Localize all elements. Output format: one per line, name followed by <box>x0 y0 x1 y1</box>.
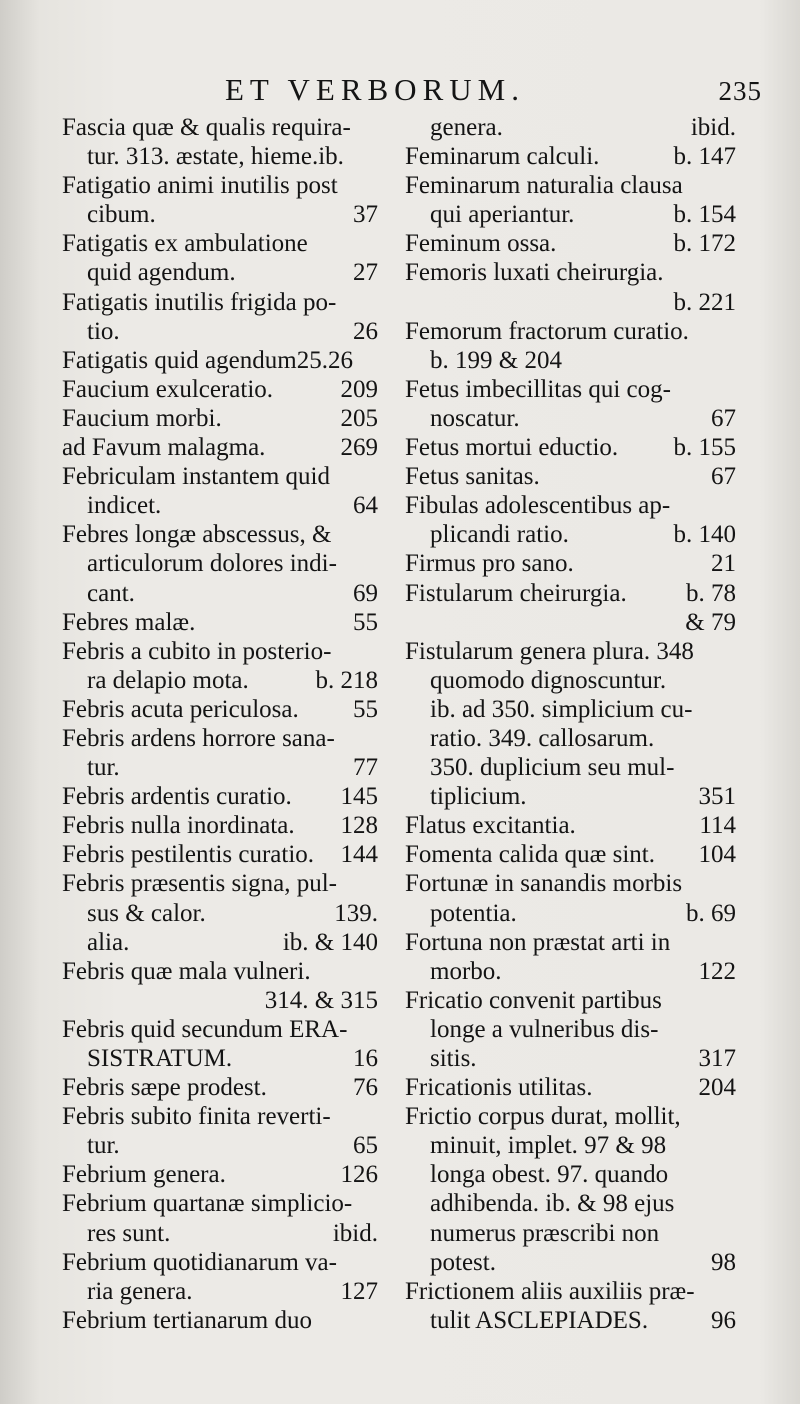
index-entry-text: potentia. <box>430 899 517 927</box>
index-entry-text: Febris quid secundum ERA- <box>62 1015 348 1043</box>
index-entry-text: Firmus pro sano. <box>405 550 574 578</box>
index-entry-text: Feminarum naturalia clausa <box>405 172 683 200</box>
index-entry-text: Febris subito finita reverti- <box>62 1103 331 1131</box>
index-line <box>62 113 378 142</box>
index-entry-text: Febrium genera. <box>62 1161 226 1189</box>
page-reference: 64 <box>353 492 378 520</box>
index-entry-text: Feminum ossa. <box>405 230 557 258</box>
index-line <box>405 404 736 433</box>
index-line <box>405 491 736 520</box>
index-entry-text: res sunt. <box>87 1219 171 1247</box>
index-line <box>405 1131 736 1160</box>
index-line <box>62 1015 378 1044</box>
index-line <box>405 200 736 229</box>
page-reference: 204 <box>698 1074 736 1102</box>
index-entry-text: tur. <box>87 754 120 782</box>
index-entry-text: numerus præscribi non <box>430 1219 660 1247</box>
index-entry-text: Fatigatis inutilis frigida po- <box>62 288 337 316</box>
index-line <box>62 288 378 317</box>
index-entry-text: Febrium tertianarum duo <box>62 1306 312 1334</box>
index-line <box>62 1102 378 1131</box>
index-line <box>62 520 378 549</box>
index-line <box>62 200 378 229</box>
index-line <box>405 113 736 142</box>
index-entry-text: Fricationis utilitas. <box>405 1074 593 1102</box>
index-line <box>405 579 736 608</box>
index-entry-text: Febris sæpe prodest. <box>62 1074 267 1102</box>
index-line <box>62 840 378 869</box>
page-reference: 269 <box>340 434 378 462</box>
index-line <box>405 288 736 317</box>
index-entry-text: tur. <box>87 1132 120 1160</box>
page-reference: & 79 <box>685 608 736 636</box>
index-entry-text: plicandi ratio. <box>430 521 569 549</box>
page-reference: 145 <box>340 783 378 811</box>
index-entry-text: Fascia quæ & qualis requira- <box>62 114 351 141</box>
index-entry-text: Febris pestilentis curatio. <box>62 841 315 869</box>
index-entry-text: Femoris luxati cheirurgia. <box>405 259 664 287</box>
index-entry-text: indicet. <box>87 492 162 520</box>
page-reference: 122 <box>698 957 736 985</box>
index-line <box>405 1306 736 1335</box>
index-line <box>62 317 378 346</box>
index-entry-text: ria genera. <box>87 1277 193 1305</box>
page-reference: b. 147 <box>673 143 736 171</box>
index-entry-text: Frictio corpus durat, mollit, <box>405 1103 681 1131</box>
index-line <box>62 869 378 898</box>
index-line <box>405 666 736 695</box>
index-entry-text: Febris quæ mala vulneri. <box>62 957 311 985</box>
index-entry-text: Febris ardens horrore sana- <box>62 724 335 752</box>
index-line <box>62 1219 378 1248</box>
index-line <box>405 462 736 491</box>
index-entry-text: noscatur. <box>430 404 520 432</box>
page-reference: ibid. <box>332 1219 378 1247</box>
index-line <box>62 1189 378 1218</box>
index-entry-text: Fistularum genera plura. 348 <box>405 637 694 665</box>
page-reference: 21 <box>711 550 736 578</box>
page-reference: 77 <box>353 754 378 782</box>
index-entry-text: Febris præsentis signa, pul- <box>62 870 337 898</box>
index-line <box>62 1073 378 1102</box>
page-reference: 55 <box>353 695 378 723</box>
index-entry-text: b. 199 & 204 <box>430 346 562 374</box>
page-reference: 37 <box>353 201 378 229</box>
index-entry-text: potest. <box>430 1248 496 1276</box>
index-entry-text: Febres malæ. <box>62 608 196 636</box>
index-entry-text: morbo. <box>430 957 502 985</box>
page-reference: 69 <box>353 579 378 607</box>
page-reference: ibid. <box>690 114 736 141</box>
index-line <box>405 375 736 404</box>
index-entry-text: cibum. <box>87 201 156 229</box>
index-line <box>62 549 378 578</box>
index-entry-text: Femorum fractorum curatio. <box>405 317 689 345</box>
index-line <box>62 579 378 608</box>
index-entry-text: Frictionem aliis auxiliis præ- <box>405 1277 695 1305</box>
index-line <box>405 899 736 928</box>
index-line <box>62 229 378 258</box>
index-line <box>62 782 378 811</box>
index-entry-text: ra delapio mota. <box>87 666 249 694</box>
index-line <box>405 1160 736 1189</box>
page-reference: 67 <box>711 404 736 432</box>
index-line <box>62 637 378 666</box>
index-entry-text: Febris acuta periculosa. <box>62 695 299 723</box>
index-entry-text: ratio. 349. callosarum. <box>430 724 655 752</box>
index-line <box>405 229 736 258</box>
index-entry-text: ad Favum malagma. <box>62 434 266 462</box>
page-reference: 114 <box>699 812 736 840</box>
index-entry-text: Febrium quartanæ simplicio- <box>62 1190 353 1218</box>
index-line <box>62 666 378 695</box>
index-line <box>62 171 378 200</box>
index-entry-text: Fetus mortui eductio. <box>405 434 619 462</box>
index-entry-text: Fortunæ in sanandis morbis <box>405 870 683 898</box>
page-reference: 144 <box>340 841 378 869</box>
index-line <box>62 608 378 637</box>
index-line <box>405 520 736 549</box>
index-line <box>62 462 378 491</box>
index-entry-text: tulit ASCLEPIADES. <box>430 1306 649 1334</box>
index-line <box>62 1044 378 1073</box>
index-entry-text: longa obest. 97. quando <box>430 1161 669 1189</box>
index-entry-text: cant. <box>87 579 135 607</box>
index-line <box>62 957 378 986</box>
index-entry-text: Febris nulla inordinata. <box>62 812 295 840</box>
page-reference: 126 <box>340 1161 378 1189</box>
index-line <box>62 404 378 433</box>
index-line <box>62 695 378 724</box>
index-line <box>405 1189 736 1218</box>
index-line <box>62 724 378 753</box>
index-line <box>405 753 736 782</box>
page-reference: 104 <box>698 841 736 869</box>
index-entry-text: Fatigatis quid agendum25.26 <box>62 346 353 374</box>
index-line <box>405 1044 736 1073</box>
index-line <box>62 1277 378 1306</box>
index-line <box>405 346 736 375</box>
index-line <box>62 899 378 928</box>
page-reference: b. 140 <box>673 521 736 549</box>
index-line <box>62 375 378 404</box>
index-line <box>405 695 736 724</box>
index-line <box>405 1219 736 1248</box>
page-reference: b. 154 <box>673 201 736 229</box>
index-entry-text: sitis. <box>430 1045 477 1072</box>
index-entry-text: qui aperiantur. <box>430 201 575 229</box>
index-entry-text: Fetus imbecillitas qui cog- <box>405 375 671 403</box>
index-entry-text: tur. 313. æstate, hieme.ib. <box>87 143 344 171</box>
page-reference: 16 <box>353 1045 378 1072</box>
index-entry-text: Fortuna non præstat arti in <box>405 928 671 956</box>
page-number: 235 <box>718 76 762 106</box>
page-reference: ib. & 140 <box>282 928 378 956</box>
index-line <box>405 986 736 1015</box>
page-reference: 65 <box>353 1132 378 1160</box>
index-entry-text: articulorum dolores indi- <box>87 550 337 578</box>
page-reference: 26 <box>353 317 378 345</box>
index-column-right <box>405 113 736 1335</box>
index-line <box>405 1015 736 1044</box>
index-entry-text: ib. ad 350. simplicium cu- <box>430 695 693 723</box>
index-entry-text: Faucium exulceratio. <box>62 375 274 403</box>
index-entry-text: adhibenda. ib. & 98 ejus <box>430 1190 675 1218</box>
page-reference: b. 69 <box>686 899 736 927</box>
index-line <box>405 928 736 957</box>
index-entry-text: Fomenta calida quæ sint. <box>405 841 655 869</box>
page-reference: 351 <box>698 783 736 811</box>
page-reference: 76 <box>353 1074 378 1102</box>
index-entry-text: Fistularum cheirurgia. <box>405 579 627 607</box>
index-line <box>405 142 736 171</box>
index-line <box>405 1102 736 1131</box>
index-entry-text: minuit, implet. 97 & 98 <box>430 1132 667 1160</box>
index-entry-text: tio. <box>87 317 120 345</box>
index-entry-text: genera. <box>430 114 503 141</box>
page-reference: b. 221 <box>673 288 736 316</box>
index-line <box>405 317 736 346</box>
index-line <box>62 346 378 375</box>
index-entry-text: Febriculam instantem quid <box>62 463 331 491</box>
index-entry-text: quid agendum. <box>87 259 236 287</box>
index-entry-text: Fricatio convenit partibus <box>405 986 662 1014</box>
index-line <box>62 1131 378 1160</box>
index-entry-text: 350. duplicium seu mul- <box>430 754 675 782</box>
page-reference: 139. <box>334 899 378 927</box>
index-line <box>405 1277 736 1306</box>
index-entry-text: Faucium morbi. <box>62 404 222 432</box>
index-line <box>405 549 736 578</box>
index-entry-text: Fibulas adolescentibus ap- <box>405 492 671 520</box>
page-reference: b. 78 <box>686 579 736 607</box>
page-reference: 314. & 315 <box>264 986 378 1014</box>
page-reference: 98 <box>711 1248 736 1276</box>
index-line <box>405 1248 736 1277</box>
index-line <box>405 782 736 811</box>
page-reference: 128 <box>340 812 378 840</box>
index-entry-text: sus & calor. <box>87 899 206 927</box>
index-entry-text: Febrium quotidianarum va- <box>62 1248 337 1276</box>
page-reference: b. 218 <box>315 666 378 694</box>
index-line <box>405 433 736 462</box>
index-line <box>405 957 736 986</box>
index-entry-text: Febris ardentis curatio. <box>62 783 292 811</box>
index-entry-text: Feminarum calculi. <box>405 143 600 171</box>
index-entry-text: Fatigatis ex ambulatione <box>62 230 308 258</box>
index-line <box>405 869 736 898</box>
page-reference: 55 <box>353 608 378 636</box>
index-line <box>405 258 736 287</box>
index-line <box>62 928 378 957</box>
index-line <box>405 171 736 200</box>
index-line <box>62 811 378 840</box>
page-reference: b. 155 <box>673 434 736 462</box>
index-entry-text: SISTRATUM. <box>87 1045 233 1072</box>
index-column-left <box>62 113 378 1335</box>
index-line <box>62 753 378 782</box>
index-entry-text: tiplicium. <box>430 783 527 811</box>
index-line <box>405 811 736 840</box>
index-line <box>62 1248 378 1277</box>
index-line <box>62 986 378 1015</box>
index-entry-text: longe a vulneribus dis- <box>430 1015 659 1043</box>
page-reference: 205 <box>340 404 378 432</box>
page-header <box>0 72 800 112</box>
page-reference: 317 <box>698 1045 736 1072</box>
index-entry-text: Fatigatio animi inutilis post <box>62 172 338 200</box>
index-line <box>405 840 736 869</box>
index-entry-text: quomodo dignoscuntur. <box>430 666 667 694</box>
index-line <box>62 433 378 462</box>
index-line <box>62 142 378 171</box>
page-reference: 67 <box>711 463 736 491</box>
page-reference: 209 <box>340 375 378 403</box>
index-entry-text: Flatus excitantia. <box>405 812 576 840</box>
index-line <box>405 637 736 666</box>
index-entry-text: Febres longæ abscessus, & <box>62 521 332 549</box>
index-entry-text: Febris a cubito in posterio- <box>62 637 332 665</box>
index-entry-text: alia. <box>87 928 130 956</box>
index-line <box>405 608 736 637</box>
running-head: ET VERBORUM. <box>225 72 525 107</box>
index-line <box>405 1073 736 1102</box>
index-entry-text: Fetus sanitas. <box>405 463 540 491</box>
index-line <box>62 1160 378 1189</box>
index-line <box>62 1306 378 1335</box>
index-line <box>62 258 378 287</box>
page-reference: b. 172 <box>673 230 736 258</box>
index-line <box>62 491 378 520</box>
index-line <box>405 724 736 753</box>
page-reference: 27 <box>353 259 378 287</box>
page-reference: 96 <box>711 1306 736 1334</box>
page-reference: 127 <box>340 1277 378 1305</box>
